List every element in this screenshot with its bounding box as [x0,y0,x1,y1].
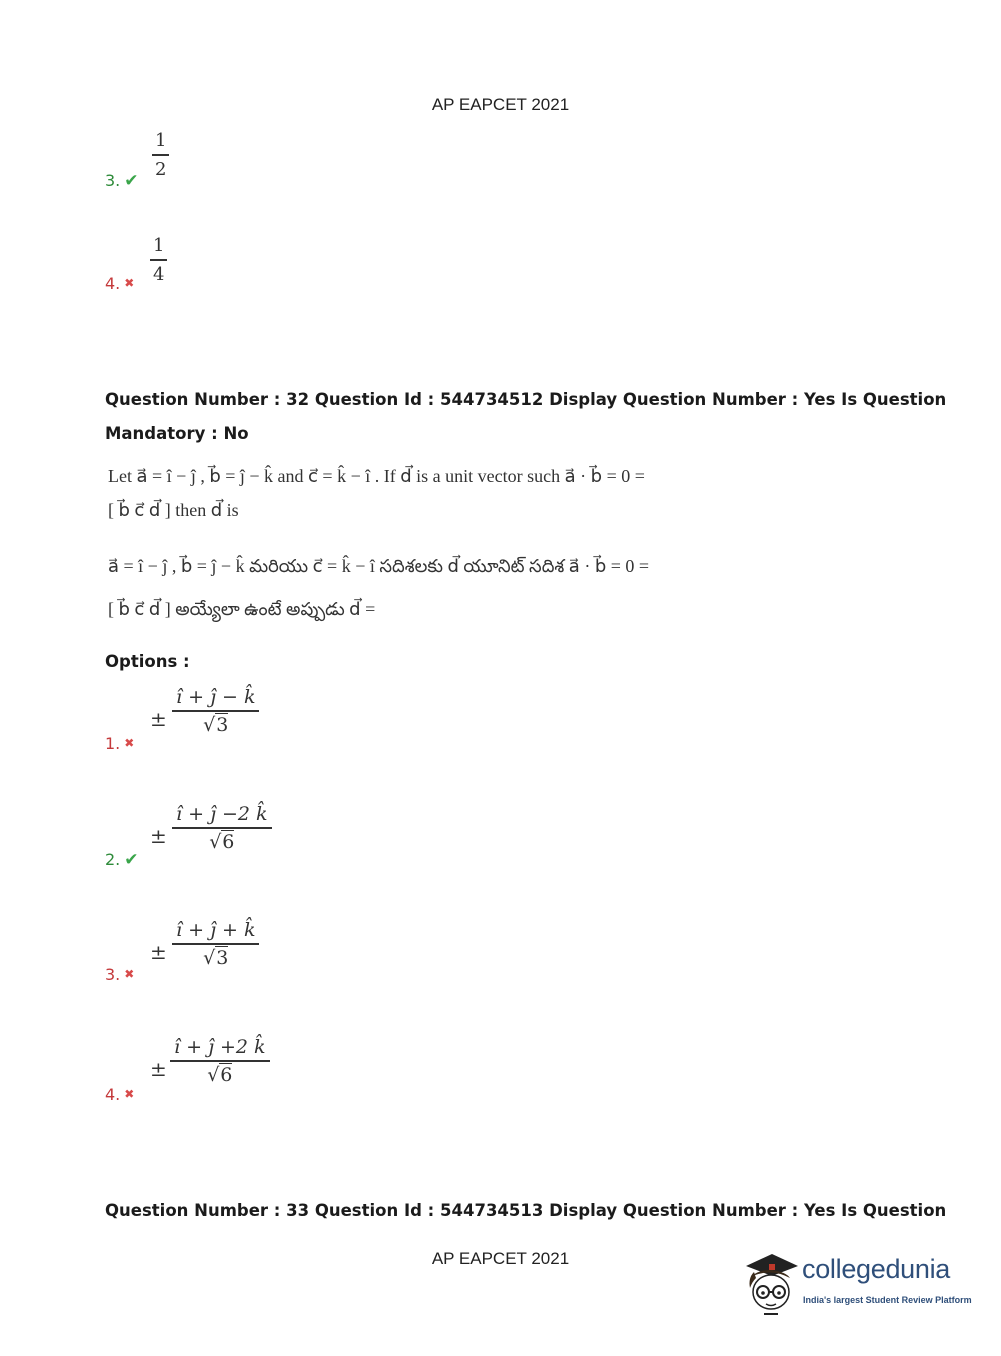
fraction-numerator: î + ĵ +2 k̂ [174,1036,266,1058]
cross-icon: ✖ [124,736,135,750]
check-icon: ✔ [124,850,139,870]
radicand: 6 [222,830,235,853]
collegedunia-logo [742,1248,972,1318]
fraction-numerator: 1 [155,130,167,151]
radicand: 3 [216,946,229,969]
plus-minus-sign: ± [150,1057,167,1081]
cross-icon: ✖ [124,1087,135,1101]
prev-option-4-fraction [150,235,167,285]
question-english-line-1: Let a⃗ = î − ĵ , b⃗ = ĵ − k̂ and c⃗ = k̂ − î . If d⃗ is a unit vector such a⃗ · b⃗ = 0 = [108,466,645,486]
option-3-fraction [172,919,259,969]
option-number: 2. [105,850,121,869]
radicand: 3 [216,713,229,736]
fraction-denominator: √3 [203,713,229,736]
check-icon: ✔ [124,171,139,191]
page-header: AP EAPCET 2021 [431,95,570,114]
page-footer: AP EAPCET 2021 [431,1249,570,1268]
option-number: 1. [105,734,121,753]
fraction-numerator: î + ĵ + k̂ [176,919,256,941]
question-32-mandatory: Mandatory : No [105,424,249,443]
prev-option-3 [105,171,139,191]
option-number: 4. [105,274,121,293]
plus-minus-sign: ± [150,707,167,731]
option-number: 3. [105,171,121,190]
fraction-numerator: î + ĵ − k̂ [176,686,256,708]
question-telugu-line-2: [ b⃗ c⃗ d⃗ ] అయ్యేలా ఉంటే అప్పుడు d⃗ = [108,599,376,619]
mascot-icon [742,1248,802,1318]
option-4-fraction [170,1036,270,1086]
option-1-fraction [172,686,259,736]
logo-name: collegedunia [802,1254,951,1284]
options-label: Options : [105,652,190,671]
question-33-header: Question Number : 33 Question Id : 544734513 Display Question Number : Yes Is Question [105,1201,947,1220]
option-1 [105,734,134,753]
cross-icon: ✖ [124,276,135,290]
plus-minus-sign: ± [150,824,167,848]
fraction-numerator: î + ĵ −2 k̂ [176,803,268,825]
logo-tagline: India's largest Student Review Platform [803,1295,972,1305]
question-32-header: Question Number : 32 Question Id : 544734512 Display Question Number : Yes Is Question [105,390,947,409]
option-2-fraction [172,803,272,853]
option-2 [105,850,139,870]
prev-option-4 [105,274,134,293]
cross-icon: ✖ [124,967,135,981]
plus-minus-sign: ± [150,940,167,964]
option-3 [105,965,134,984]
prev-option-3-fraction [152,130,169,180]
option-number: 3. [105,965,121,984]
question-telugu-line-1: a⃗ = î − ĵ , b⃗ = ĵ − k̂ మరియు c⃗ = k̂ − î సదిశలకు d⃗ యూనిట్ సదిశ a⃗ · b⃗ = 0 = [108,556,650,576]
question-english-line-2: [ b⃗ c⃗ d⃗ ] then d⃗ is [108,500,239,520]
fraction-denominator: √3 [203,946,229,969]
fraction-denominator: √6 [209,830,235,853]
option-4 [105,1085,134,1104]
radicand: 6 [220,1063,233,1086]
fraction-denominator: 2 [155,158,167,180]
fraction-numerator: 1 [153,235,165,256]
fraction-denominator: 4 [153,263,165,285]
option-number: 4. [105,1085,121,1104]
fraction-denominator: √6 [207,1063,233,1086]
